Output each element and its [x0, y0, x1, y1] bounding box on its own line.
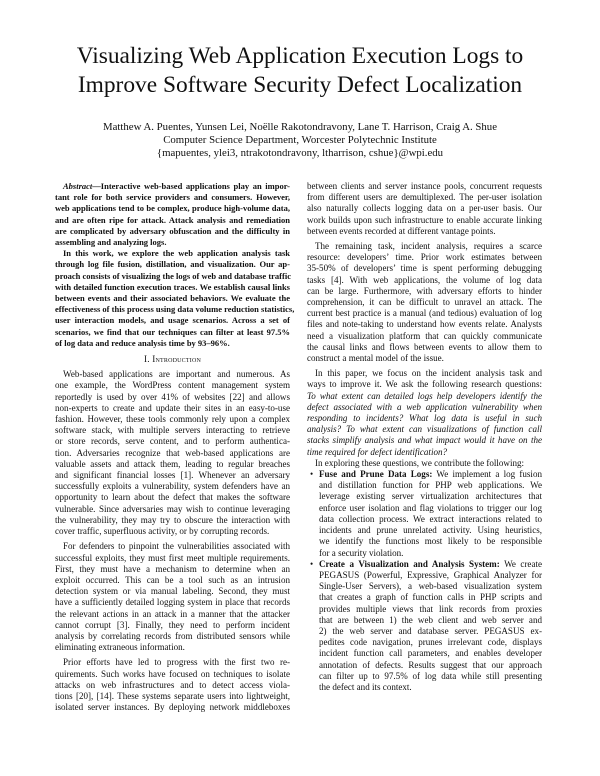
abstract-line: user interaction models, and usage scenarios. Across a set of — [55, 315, 290, 326]
author-emails: {mapuentes, ylei3, ntrakotondravony, ltharrison, cshue}@wpi.edu — [156, 147, 444, 160]
abstract-line: are complicated by adversary obfuscation and the difficulty in — [55, 225, 290, 236]
abstract-line: In this work, we explore the web application analysis task — [63, 248, 290, 259]
intro-paragraph: For defenders to pinpoint the vulnerabilities associated with successful exploits, they must first meet multiple requirements. First, they must have a mechanism to determine when an exploit occurred. This can be a tool such as an intrusion detection system or via manual labeling. Second, they must have a sufficiently detailed logging system in place that records the relevant actions in an attack in a manner that the attacker cannot corrupt [3]. Finally, they need to perform incident analysis by correlating records from distributed sensors while eliminating extraneous information. — [55, 541, 290, 653]
author-names: Matthew A. Puentes, Yunsen Lei, Noëlle Rakotondravony, Lane T. Harrison, Craig A. Shue — [102, 121, 497, 133]
abstract-line: proach consists of visualizing the logs of web and database traffic — [55, 270, 291, 281]
body-line: In exploring these questions, we contribute the following: — [315, 457, 525, 468]
title-line: Improve Software Security Defect Localization — [77, 72, 523, 98]
abstract-label: Abstract — [63, 181, 93, 191]
section-heading: I. Introduction — [143, 354, 202, 365]
author-block — [30, 121, 570, 161]
research-questions: In this paper, we focus on the incident analysis task and ways to improve it. We ask the following research questions: To what extent can detailed logs help developers identify the defect associated with a web application vulnerability when responding to incidents? What log data is useful in such analysis? To what extent can visualizations of function call stacks simplify analysis and what impact would it have on the time required for defect identification? — [307, 368, 542, 457]
abstract-line: tant role for both service providers and consumers. However, — [55, 192, 290, 203]
abstract-line: assembling and analyzing logs. — [55, 237, 167, 248]
abstract-line: between events and their associated behaviors. We evaluate the — [55, 293, 290, 304]
abstract-line: and are often ripe for attack. Attack analysis and remediation — [55, 214, 290, 225]
abstract-line: web applications tend to be complex, produce high-volume data, — [55, 203, 290, 214]
bullet-label: Create a Visualization and Analysis System: — [319, 558, 500, 569]
intro-paragraph: Prior efforts have led to progress with the first two re- quirements. Such works have focused on techniques to isolate attacks on web infrastructures and to detect access viola- tions [20], [14]. These systems separate users into lightweight, isolated server instances. By deploying network middleboxes — [55, 657, 290, 713]
abstract-line: of log data and reduce analysis time by 93–96%. — [55, 337, 230, 348]
affiliation: Computer Science Department, Worcester Polytechnic Institute — [163, 134, 437, 147]
body-paragraph: between clients and server instance pools, concurrent requests from different users are demultiplexed. The per-user isolation also naturally collects logging data on a per-user basis. Our work builds upon such infrastructure to enable accurate linking between events recorded at different vantage points. — [307, 181, 542, 236]
abstract-line: with detailed function execution traces. We establish causal links — [55, 281, 290, 292]
contribution-bullet: • Create a Visualization and Analysis System: We create PEGASUS (Powerful, Expressive, Graphical Analyzer for Single-User Servers), a web-based visualization system that creates a graph of function calls in PHP scripts and provides multiple views that link records from proxies that are between 1) the web client and web server and 2) the web server and database server. PEGASUS ex- pedites code navigation, prunes irrelevant code, displays incident function call parameters, and enables developer annotation of defects. Results suggest that our approach can filter up to 97.5% of log data while still presenting the defect and its context. — [310, 558, 542, 692]
paper-title — [30, 42, 570, 100]
body-paragraph: The remaining task, incident analysis, requires a scarce resource: developers’ time. Prior work estimates between 35-50% of developers’ time is spent performing debugging tasks [4]. With web applications, the volume of log data can be large. Furthermore, with adversary efforts to hinder comprehension, it can be difficult to unravel an attack. The current best practice is a manual (and tedious) evaluation of log files and note-taking to understand how events relate. Analysts need a visualization platform that can quickly communicate the causal links and flows between events to allow them to construct a mental model of the issue. — [307, 241, 542, 364]
right-column — [307, 181, 542, 693]
bullet-icon: • — [310, 558, 314, 569]
left-column — [55, 181, 295, 713]
abstract-line: through log file fusion, distillation, and visualization. Our ap- — [55, 259, 290, 270]
title-line: Visualizing Web Application Execution Logs to — [76, 43, 524, 69]
bullet-label: Fuse and Prune Data Logs: — [319, 469, 433, 480]
abstract-line: Abstract—Interactive web-based applications play an impor- — [63, 181, 290, 191]
contribution-bullet: • Fuse and Prune Data Logs: We implement a log fusion and distillation function for PHP web applications. We leverage existing server virtualization architectures that enforce user isolation and flag violations to trigger our log data collection process. We extract interactions related to incidents and prune unrelated activity. Using heuristics, we identify the functions most likely to be responsible for a security violation. — [310, 469, 542, 558]
bullet-icon: • — [310, 469, 314, 480]
intro-paragraph: Web-based applications are important and numerous. As one example, the WordPress content management system reportedly is used by over 41% of websites [22] and allows non-experts to create and update their sites in an easy-to-use fashion. However, these tools commonly rely upon a complex software stack, with multiple servers interacting to retrieve or store records, serve content, and to perform authentica- tion. Adversaries recognize that web-based applications are valuable assets and attack them, leading to regular breaches and significant financial losses [1]. Whenever an adversary successfully exploits a vulnerability, system defenders have an opportunity to learn about the defect that makes the software vulnerable. Since adversaries may wish to continue leveraging the vulnerability, they may try to obscure the interaction with cover traffic, superfluous activity, or by corrupting records. — [55, 369, 290, 537]
abstract-line: effectiveness of this process using data volume reduction statistics, — [55, 304, 295, 315]
abstract — [55, 181, 295, 349]
abstract-line: scenarios, we find that our techniques can filter at least 97.5% — [55, 326, 290, 337]
